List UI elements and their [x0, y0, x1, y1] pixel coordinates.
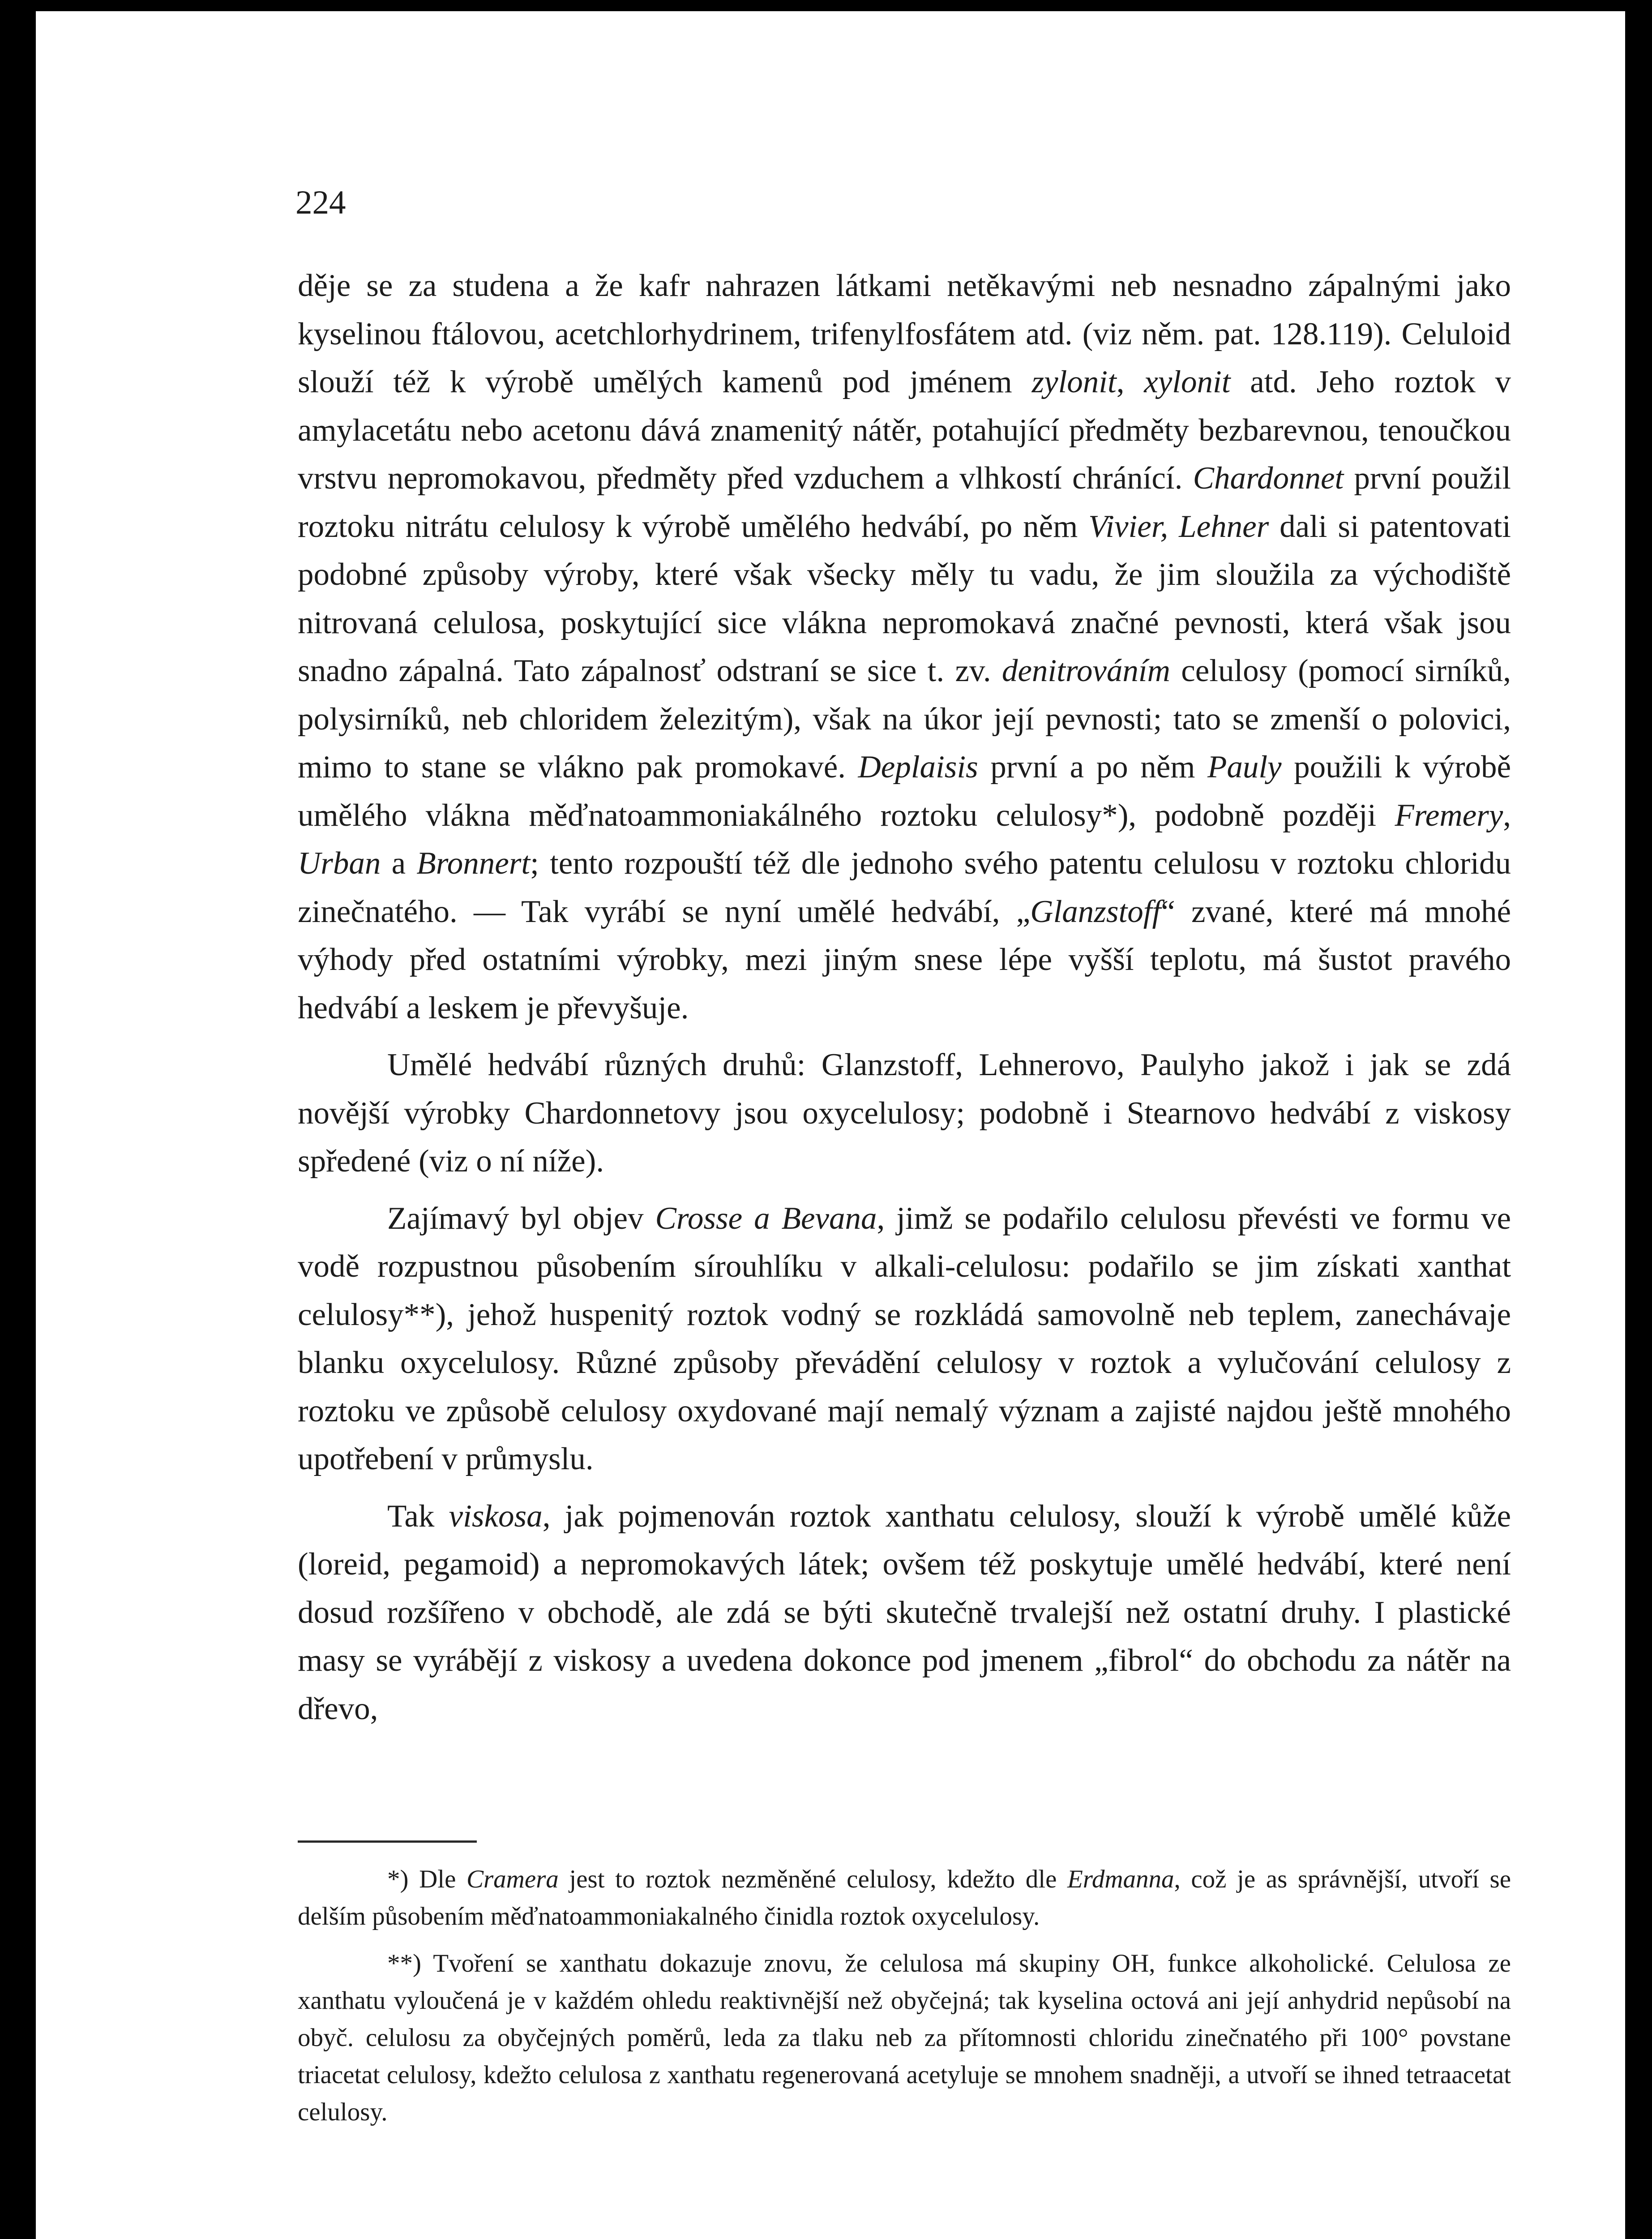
text-span: , jak pojmenován roztok xanthatu celulosy, slouží k výrobě umělé kůže (loreid, pegamoid) a nepromokavých látek; ovšem též poskytuje umělé hedvábí, které není dosud rozšířeno v obchodě, ale zdá se býti skutečně trvalejší než ostatní druhy. I plastické masy se vyrábějí z viskosy a uvedena dokonce pod jmenem „fibrol“ do obchodu za nátěr na dřevo,	[298, 1498, 1511, 1726]
text-span: použili k výrobě umělého vlákna měďnatoammoniakálného roztoku celulosy*), podobně později	[298, 750, 1511, 833]
footnote-2: **) Tvoření se xanthatu dokazuje znovu, že celulosa má skupiny OH, funkce alkoholické. Celulosa ze xanthatu vyloučená je v každém ohledu reaktivnější než obyčejná; tak kyselina octová ani její anhydrid nepůsobí na obyč. celulosu za obyčejných poměrů, leda za tlaku neb za přítomnosti chloridu zinečnatého při 100° povstane triacetat celulosy, kdežto celulosa z xanthatu regenerovaná acetyluje se mnohem snadněji, a utvoří se ihned tetraacetat celulosy.	[298, 1949, 1511, 2126]
book-page	[36, 11, 1625, 2239]
italic-name: Cramera	[466, 1865, 559, 1893]
text-span: *) Dle	[387, 1865, 466, 1893]
italic-name: Crosse a Bevana	[655, 1201, 877, 1236]
text-span: a	[381, 846, 417, 881]
italic-term: Glanzstoff	[1030, 894, 1161, 929]
paragraph-4	[298, 1493, 1511, 1733]
italic-term: zylonit	[1031, 365, 1117, 399]
main-text	[298, 262, 1511, 1733]
text-span: , jimž se podařilo celulosu převésti ve formu ve vodě rozpustnou působením sírouhlíku v alkali-celulosu: podařilo se jim získati xanthat celulosy**), jehož huspenitý roztok vodný se rozkládá samovolně neb teplem, zanechávaje blanku oxycelulosy. Různé způsoby převádění celulosy v roztok a vylučování celulosy z roztoku ve způsobě celulosy oxydované mají nemalý význam a zajisté najdou ještě mnohého upotřebení v průmyslu.	[298, 1201, 1511, 1476]
paragraph-3	[298, 1195, 1511, 1484]
text-span: jest to roztok nezměněné celulosy, kdežto dle	[558, 1865, 1067, 1893]
text-span: celulosy (pomocí sirníků, polysirníků, neb chloridem železitým), však na úkor její pevnosti; tato se zmenší o polovici, mimo to stane se vlákno pak promokavé.	[298, 653, 1511, 785]
footnotes	[298, 1861, 1511, 2131]
italic-term: denitrováním	[1001, 653, 1170, 688]
page-number: 224	[295, 184, 346, 221]
text-span: první a po něm	[978, 750, 1207, 785]
text-span: , což je as správnější, utvoří se delším působením měďnatoammoniakalného činidla roztok oxycelulosy.	[298, 1865, 1511, 1930]
footnote-1	[298, 1861, 1511, 1935]
text-span: dali si patentovati podobné způsoby výroby, které však všecky měly tu vadu, že jim sloužila za východiště nitrovaná celulosa, poskytující sice vlákna nepromokavá značné pevnosti, která však jsou snadno zápalná. Tato zápalnosť odstraní se sice t. zv.	[298, 509, 1511, 688]
italic-name: Vivier, Lehner	[1088, 509, 1269, 544]
paragraph-2: Umělé hedvábí různých druhů: Glanzstoff, Lehnerovo, Paulyho jakož i jak se zdá novější výrobky Chardonnetovy jsou oxycelulosy; podobně i Stearnovo hedvábí z viskosy spředené (viz o ní níže).	[298, 1047, 1511, 1179]
italic-name: Urban	[298, 846, 381, 881]
italic-name: Fremery	[1395, 798, 1503, 833]
text-span: “ zvané, které má mnohé výhody před ostatními výrobky, mezi jiným snese lépe vyšší teplotu, má šustot pravého hedvábí a leskem je převyšuje.	[298, 894, 1511, 1025]
text-span: první použil roztoku nitrátu celulosy k výrobě umělého hedvábí, po něm	[298, 461, 1511, 544]
text-span: ; tento rozpouští též dle jednoho svého patentu celulosu v roztoku chloridu zinečnatého. — Tak vyrábí se nyní umělé hedvábí, „	[298, 846, 1511, 929]
text-span: Zajímavý byl objev	[387, 1201, 655, 1236]
paragraph-1	[298, 262, 1511, 1032]
text-span: děje se za studena a že kafr nahrazen látkami netěkavými neb nesnadno zápalnými jako kyselinou ftálovou, acetchlorhydrinem, trifenylfosfátem atd. (viz něm. pat. 128.119). Celuloid slouží též k výrobě umělých kamenů pod jménem	[298, 268, 1511, 399]
text-span: Tak	[387, 1498, 449, 1534]
italic-name: Pauly	[1207, 750, 1282, 785]
italic-term: viskosa	[449, 1498, 543, 1534]
italic-term: xylonit	[1144, 365, 1231, 399]
text-span: atd. Jeho roztok v amylacetátu nebo acetonu dává znamenitý nátěr, potahující předměty bezbarevnou, tenoučkou vrstvu nepromokavou, předměty před vzduchem a vlhkostí chránící.	[298, 365, 1511, 496]
footnote-divider	[298, 1840, 477, 1843]
text-span: ,	[1116, 365, 1144, 399]
italic-name: Deplaisis	[858, 750, 978, 785]
italic-name: Chardonnet	[1193, 461, 1344, 496]
text-span: ,	[1503, 798, 1511, 833]
italic-name: Bronnert	[416, 846, 531, 881]
italic-name: Erdmanna	[1067, 1865, 1174, 1893]
